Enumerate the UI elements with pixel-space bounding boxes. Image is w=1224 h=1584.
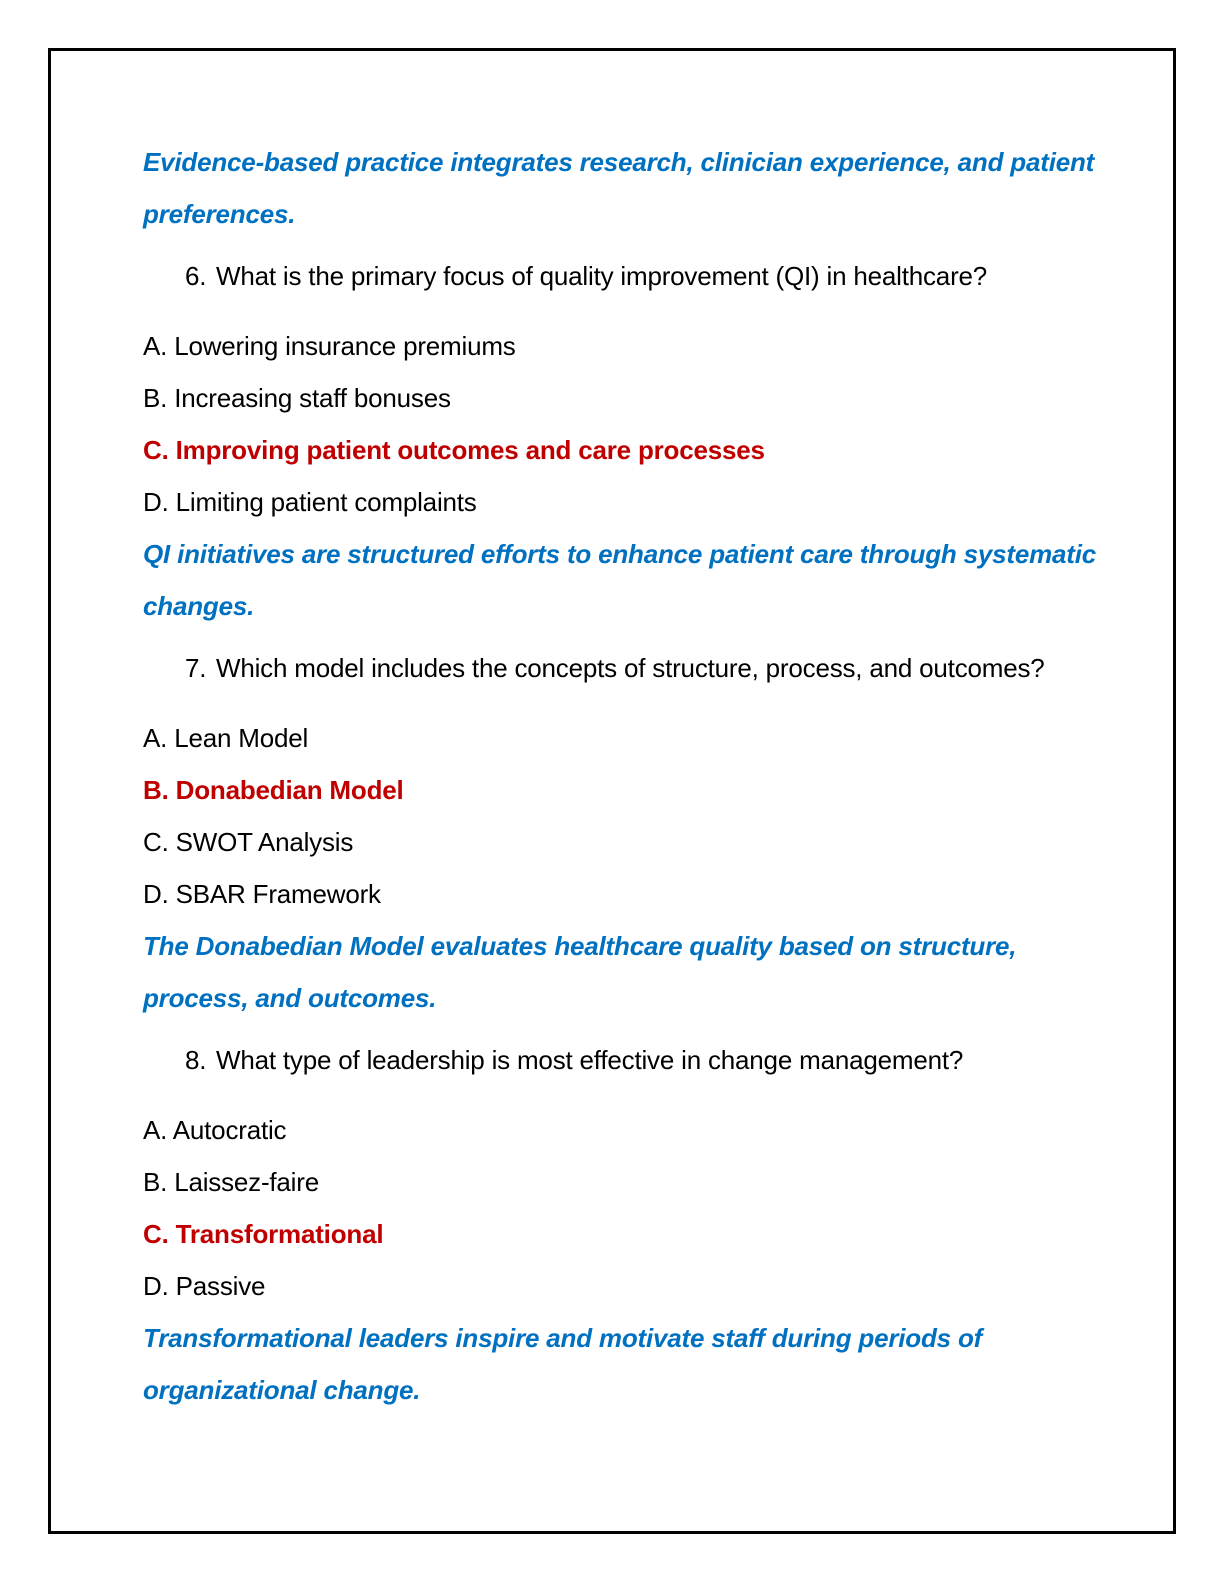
explanation-evidence-based-practice xyxy=(143,136,1108,240)
explanation-line: organizational change. xyxy=(143,1375,421,1405)
question-7-text: Which model includes the concepts of structure, process, and outcomes? xyxy=(216,653,1045,683)
question-7-number: 7. xyxy=(185,653,207,683)
option-label: D. SBAR Framework xyxy=(143,879,381,909)
explanation-line: changes. xyxy=(143,591,255,621)
question-7-option-a xyxy=(143,712,1108,764)
option-label: D. Passive xyxy=(143,1271,266,1301)
question-8-number: 8. xyxy=(185,1045,207,1075)
question-8-option-c-correct-answer xyxy=(143,1208,1108,1260)
question-7-option-c xyxy=(143,816,1108,868)
question-8-option-a xyxy=(143,1104,1108,1156)
option-label: C. SWOT Analysis xyxy=(143,827,354,857)
question-8-explanation xyxy=(143,1312,1108,1416)
question-6-option-c-correct-answer xyxy=(143,424,1108,476)
explanation-line: preferences. xyxy=(143,199,296,229)
option-label: A. Lean Model xyxy=(143,723,309,753)
question-6-option-b xyxy=(143,372,1108,424)
question-8-text: What type of leadership is most effective in change management? xyxy=(216,1045,964,1075)
question-6-line xyxy=(143,250,1108,302)
option-label: B. Increasing staff bonuses xyxy=(143,383,451,413)
question-8-option-b xyxy=(143,1156,1108,1208)
explanation-line: Transformational leaders inspire and motivate staff during periods of xyxy=(143,1323,983,1353)
question-7 xyxy=(143,642,1108,694)
question-6-text: What is the primary focus of quality improvement (QI) in healthcare? xyxy=(216,261,988,291)
question-7-option-d xyxy=(143,868,1108,920)
option-label: B. Donabedian Model xyxy=(143,775,404,805)
question-7-line xyxy=(143,642,1108,694)
question-6-option-a xyxy=(143,320,1108,372)
explanation-line: QI initiatives are structured efforts to enhance patient care through systematic xyxy=(143,539,1097,569)
option-label: A. Autocratic xyxy=(143,1115,287,1145)
explanation-line: Evidence-based practice integrates research, clinician experience, and patient xyxy=(143,147,1095,177)
question-7-option-b-correct-answer xyxy=(143,764,1108,816)
page-content xyxy=(143,136,1108,1416)
option-label: D. Limiting patient complaints xyxy=(143,487,477,517)
explanation-line: process, and outcomes. xyxy=(143,983,437,1013)
question-6-option-d xyxy=(143,476,1108,528)
question-7-explanation xyxy=(143,920,1108,1024)
explanation-line: The Donabedian Model evaluates healthcare quality based on structure, xyxy=(143,931,1017,961)
option-label: B. Laissez-faire xyxy=(143,1167,319,1197)
question-6 xyxy=(143,250,1108,302)
option-label: C. Transformational xyxy=(143,1219,384,1249)
question-8-line xyxy=(143,1034,1108,1086)
question-8 xyxy=(143,1034,1108,1086)
question-6-explanation xyxy=(143,528,1108,632)
option-label: C. Improving patient outcomes and care processes xyxy=(143,435,765,465)
option-label: A. Lowering insurance premiums xyxy=(143,331,516,361)
question-8-option-d xyxy=(143,1260,1108,1312)
question-6-number: 6. xyxy=(185,261,207,291)
